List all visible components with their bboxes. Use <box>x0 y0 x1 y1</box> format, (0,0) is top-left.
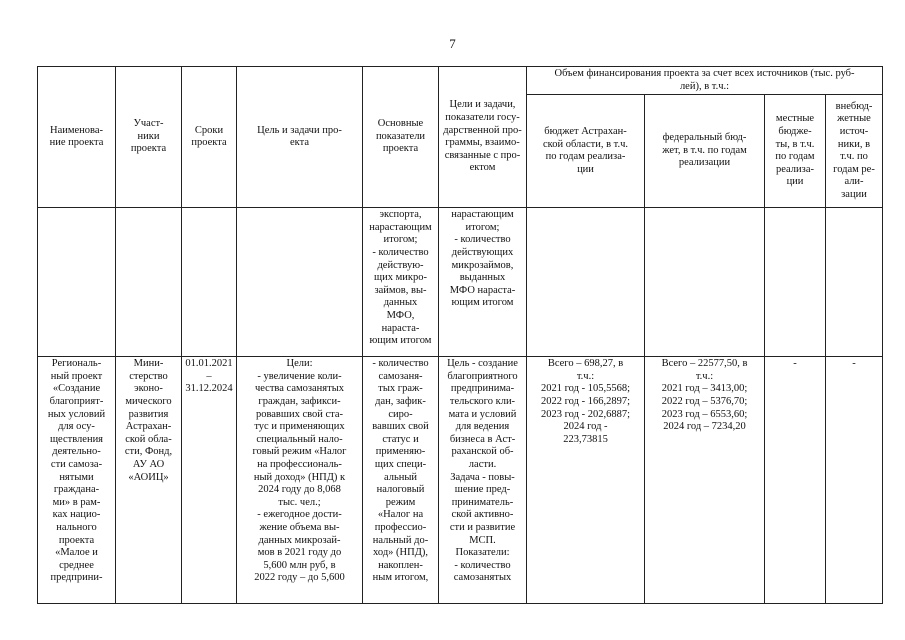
cell-text-line: данных <box>383 297 418 309</box>
cell-text-line: 2024 год - <box>563 421 608 433</box>
header-dates <box>182 67 237 208</box>
cell-text-line: ках нацио- <box>52 509 101 521</box>
row1-dates <box>182 208 237 357</box>
cell-text-line: 2022 год – 5376,70; <box>661 395 748 407</box>
cell-text-line: 2023 год – 6553,60; <box>661 408 748 420</box>
cell-text-line: – <box>206 370 212 382</box>
row2-participants <box>116 357 182 604</box>
cell-text-line: Астрахан- <box>125 421 172 433</box>
cell-text-line: Цели: <box>286 358 313 370</box>
cell-text-line: ласти. <box>468 458 497 470</box>
cell-text-line: ции <box>577 163 594 175</box>
row1-extra <box>826 208 883 357</box>
cell-text-line: итогом; <box>465 221 500 233</box>
cell-text-line: ных условий <box>47 408 106 420</box>
row1-program-goals <box>439 208 527 357</box>
cell-text-line: реализации <box>678 157 731 169</box>
row1-name <box>38 208 116 357</box>
header-federal-budget <box>645 95 765 208</box>
cell-text-line: нального <box>56 521 97 533</box>
header-program-goals <box>439 67 527 208</box>
funding-table <box>37 66 883 604</box>
cell-text-line: данных микрозай- <box>258 534 341 546</box>
cell-text-line: т.ч.: <box>695 370 714 382</box>
cell-text-line: годам ре- <box>833 163 875 175</box>
cell-text-line: 2024 году до 8,068 <box>258 484 341 496</box>
cell-text-line: т.ч. по <box>840 151 868 163</box>
cell-text-line: «Создание <box>52 383 101 395</box>
cell-text-line: ники, в <box>837 138 871 150</box>
cell-text-line: лей), в т.ч.: <box>679 80 730 92</box>
page-number: 7 <box>449 36 456 51</box>
cell-text-line: показатели госу- <box>445 111 520 123</box>
cell-text-line: Наименова- <box>49 124 103 136</box>
cell-text-line: мата и условий <box>448 408 517 420</box>
row2-local <box>765 357 826 604</box>
cell-text-line: говый режим «Налог <box>252 446 347 458</box>
cell-text-line: - увеличение коли- <box>257 370 342 382</box>
cell-text-line: альный <box>383 471 418 483</box>
cell-text-line: 2024 год – 7234,20 <box>663 421 746 433</box>
cell-text-line: ющим итогом <box>451 297 514 309</box>
cell-text-line: проекта <box>382 143 419 155</box>
cell-text-line: благоприятного <box>447 370 518 382</box>
row1-goal <box>237 208 363 357</box>
cell-text-line: ществления <box>49 433 104 445</box>
row2-name <box>38 357 116 604</box>
cell-text-line: тельского кли- <box>449 395 516 407</box>
cell-text-line: ный проект <box>50 370 103 382</box>
cell-text-line: сиро- <box>388 408 413 420</box>
cell-text-line: МФО нараста- <box>449 284 516 296</box>
cell-text-line: - количество <box>372 358 429 370</box>
cell-text-line: ской активно- <box>451 509 514 521</box>
cell-text-line: граждана- <box>53 484 100 496</box>
cell-text-line: ции <box>786 176 804 188</box>
row1-federal <box>645 208 765 357</box>
row2-federal <box>645 357 765 604</box>
cell-text-line: ты, в т.ч. <box>775 138 815 150</box>
cell-text-line: ровавших свой ста- <box>255 408 344 420</box>
cell-text-line: сти и развитие <box>449 521 516 533</box>
cell-text-line: МСП. <box>469 534 496 546</box>
row1-local <box>765 208 826 357</box>
cell-text-line: Всего – 22577,50, в <box>661 358 748 370</box>
cell-text-line: чества самозанятых <box>254 383 345 395</box>
cell-text-line: ской обла- <box>125 433 172 445</box>
cell-text-line: для ведения <box>455 421 510 433</box>
cell-text-line: бюджет Астрахан- <box>544 126 627 137</box>
cell-text-line: т.ч.: <box>576 370 595 382</box>
cell-text-line: займов, вы- <box>374 284 427 296</box>
header-name <box>38 67 116 208</box>
cell-text-line: Задача - повы- <box>450 471 515 483</box>
cell-text-line: ным итогом, <box>372 572 429 584</box>
cell-text-line: мического <box>125 395 172 407</box>
cell-text-line: приниматель- <box>451 496 514 508</box>
cell-text-line: нарастающим <box>369 221 432 233</box>
row2-regional <box>527 357 645 604</box>
cell-text-line: микрозаймов, <box>451 259 514 271</box>
cell-text-line: эконо- <box>134 383 163 395</box>
cell-text-line: Сроки <box>194 124 224 136</box>
cell-text-line: ный доход» (НПД) к <box>253 471 346 483</box>
header-extra-budget <box>826 95 883 208</box>
header-funding-group <box>527 67 883 95</box>
cell-text-line: жет, в т.ч. по годам <box>662 144 747 156</box>
cell-text-line: итогом; <box>383 234 418 246</box>
cell-text-line: нараста- <box>381 322 420 334</box>
cell-text-line: жетные <box>837 113 871 125</box>
cell-text-line: сти самоза- <box>50 458 103 470</box>
cell-text-line: профессио- <box>374 521 427 533</box>
cell-text-line: 2021 год - 105,5568; <box>541 383 630 395</box>
cell-text-line: тус и применяющих <box>254 421 345 433</box>
cell-text-line: сти, Фонд, <box>124 446 173 458</box>
cell-text-line: зации <box>841 188 867 200</box>
header-local-budget <box>765 95 826 208</box>
cell-text-line: «Налог на <box>377 509 424 521</box>
cell-text-line: по годам реализа- <box>545 151 626 163</box>
cell-text-line: специальный нало- <box>256 433 343 445</box>
cell-text-line: граждан, зафикси- <box>258 395 341 407</box>
cell-text-line: налоговый <box>376 484 425 496</box>
row1-participants <box>116 208 182 357</box>
cell-text-line: 31.12.2024 <box>185 383 233 395</box>
cell-text-line: - количество <box>454 234 511 246</box>
cell-text-line: развития <box>128 408 169 420</box>
cell-text-line: показатели <box>375 130 426 142</box>
header-participants <box>116 67 182 208</box>
cell-text-line: вавших свой <box>372 421 429 433</box>
cell-text-line: ход» (НПД), <box>373 547 428 559</box>
cell-text-line: Основные <box>377 118 424 130</box>
cell-text-line: 01.01.2021 <box>185 358 233 370</box>
cell-text-line: предпринима- <box>450 383 515 395</box>
cell-text-line: ектом <box>469 162 496 174</box>
cell-text-line: Объем финансирования проекта за счет всех источников (тыс. руб- <box>554 68 855 79</box>
row1-regional <box>527 208 645 357</box>
cell-text-line: стерство <box>129 370 168 382</box>
cell-text-line: - <box>852 358 856 370</box>
cell-text-line: 5,600 млн руб, в <box>263 559 336 571</box>
cell-text-line: тыс. чел.; <box>278 496 321 508</box>
cell-text-line: накоплен- <box>378 559 423 571</box>
cell-text-line: местные <box>775 113 815 125</box>
cell-text-line: действующих <box>451 246 514 258</box>
cell-text-line: статус и <box>382 433 419 445</box>
cell-text-line: ники <box>137 130 160 142</box>
cell-text-line: самозанятых <box>453 572 512 584</box>
cell-text-line: щих микро- <box>374 272 427 284</box>
cell-text-line: Показатели: <box>455 547 510 559</box>
cell-text-line: ми» в рам- <box>52 496 101 508</box>
cell-text-line: 2022 году – до 5,600 <box>254 572 345 584</box>
cell-text-line: граммы, взаимо- <box>445 137 520 149</box>
cell-text-line: федеральный бюд- <box>662 132 747 144</box>
cell-text-line: самозаня- <box>378 370 423 382</box>
cell-text-line: Участ- <box>133 118 164 130</box>
cell-text-line: связанные с про- <box>444 149 521 161</box>
cell-text-line: 223,73815 <box>563 433 608 445</box>
cell-text-line: для осу- <box>58 421 95 433</box>
cell-text-line: дан, зафик- <box>375 395 426 407</box>
cell-text-line: применяю- <box>375 446 426 458</box>
cell-text-line: щих специ- <box>374 458 427 470</box>
cell-text-line: проекта <box>58 534 95 546</box>
header-indicators <box>363 67 439 208</box>
cell-text-line: нарастающим <box>451 209 514 221</box>
cell-text-line: - количество <box>454 559 511 571</box>
cell-text-line: среднее <box>59 559 94 571</box>
cell-text-line: жение объема вы- <box>259 521 340 533</box>
cell-text-line: АУ АО <box>132 458 165 470</box>
cell-text-line: Всего – 698,27, в <box>547 358 624 370</box>
row2-dates <box>182 357 237 604</box>
cell-text-line: Цель - создание <box>447 358 518 370</box>
cell-text-line: на профессиональ- <box>257 458 342 470</box>
cell-text-line: шение пред- <box>454 484 511 496</box>
cell-text-line: благоприят- <box>49 395 104 407</box>
cell-text-line: нальный до- <box>372 534 429 546</box>
cell-text-line: 2023 год - 202,6887; <box>541 408 630 420</box>
cell-text-line: Цель и задачи про- <box>257 124 342 136</box>
cell-text-line: тых граж- <box>378 383 423 395</box>
header-regional-budget <box>527 95 645 208</box>
cell-text-line: по годам <box>775 151 815 163</box>
table-row <box>38 357 883 604</box>
cell-text-line: «Малое и <box>55 547 98 559</box>
row1-indicators <box>363 208 439 357</box>
cell-text-line: проекта <box>191 137 227 149</box>
cell-text-line: дарственной про- <box>443 124 522 136</box>
cell-text-line: бюдже- <box>778 126 812 137</box>
cell-text-line: бизнеса в Аст- <box>449 433 516 445</box>
cell-text-line: екта <box>289 137 309 149</box>
cell-text-line: внебюд- <box>835 100 873 112</box>
cell-text-line: 2022 год - 166,2897; <box>541 395 630 407</box>
row2-extra <box>826 357 883 604</box>
row2-goal <box>237 357 363 604</box>
cell-text-line: Цели и задачи, <box>449 99 516 111</box>
cell-text-line: деятельно- <box>52 446 101 458</box>
cell-text-line: Региональ- <box>51 358 102 370</box>
cell-text-line: экспорта, <box>379 209 422 221</box>
cell-text-line: раханской об- <box>451 446 514 458</box>
cell-text-line: ющим итогом <box>369 335 432 347</box>
cell-text-line: мов в 2021 году до <box>257 547 342 559</box>
cell-text-line: али- <box>844 176 864 188</box>
cell-text-line: ние проекта <box>49 137 104 149</box>
cell-text-line: - <box>793 358 797 370</box>
row2-indicators <box>363 357 439 604</box>
cell-text-line: реализа- <box>776 163 814 175</box>
table-row <box>38 208 883 357</box>
cell-text-line: предприни- <box>50 572 103 584</box>
cell-text-line: источ- <box>839 126 869 137</box>
cell-text-line: МФО, <box>386 309 415 321</box>
cell-text-line: режим <box>385 496 416 508</box>
row2-program-goals <box>439 357 527 604</box>
cell-text-line: ской области, в т.ч. <box>543 138 628 150</box>
cell-text-line: проекта <box>130 143 167 155</box>
cell-text-line: 2021 год – 3413,00; <box>661 383 748 395</box>
cell-text-line: - количество <box>372 246 429 258</box>
cell-text-line: действую- <box>377 259 424 271</box>
cell-text-line: - ежегодное дости- <box>257 509 342 521</box>
cell-text-line: Мини- <box>133 358 164 370</box>
cell-text-line: «АОИЦ» <box>128 471 169 483</box>
header-goal <box>237 67 363 208</box>
cell-text-line: выданных <box>459 272 506 284</box>
cell-text-line: нятыми <box>59 471 94 483</box>
